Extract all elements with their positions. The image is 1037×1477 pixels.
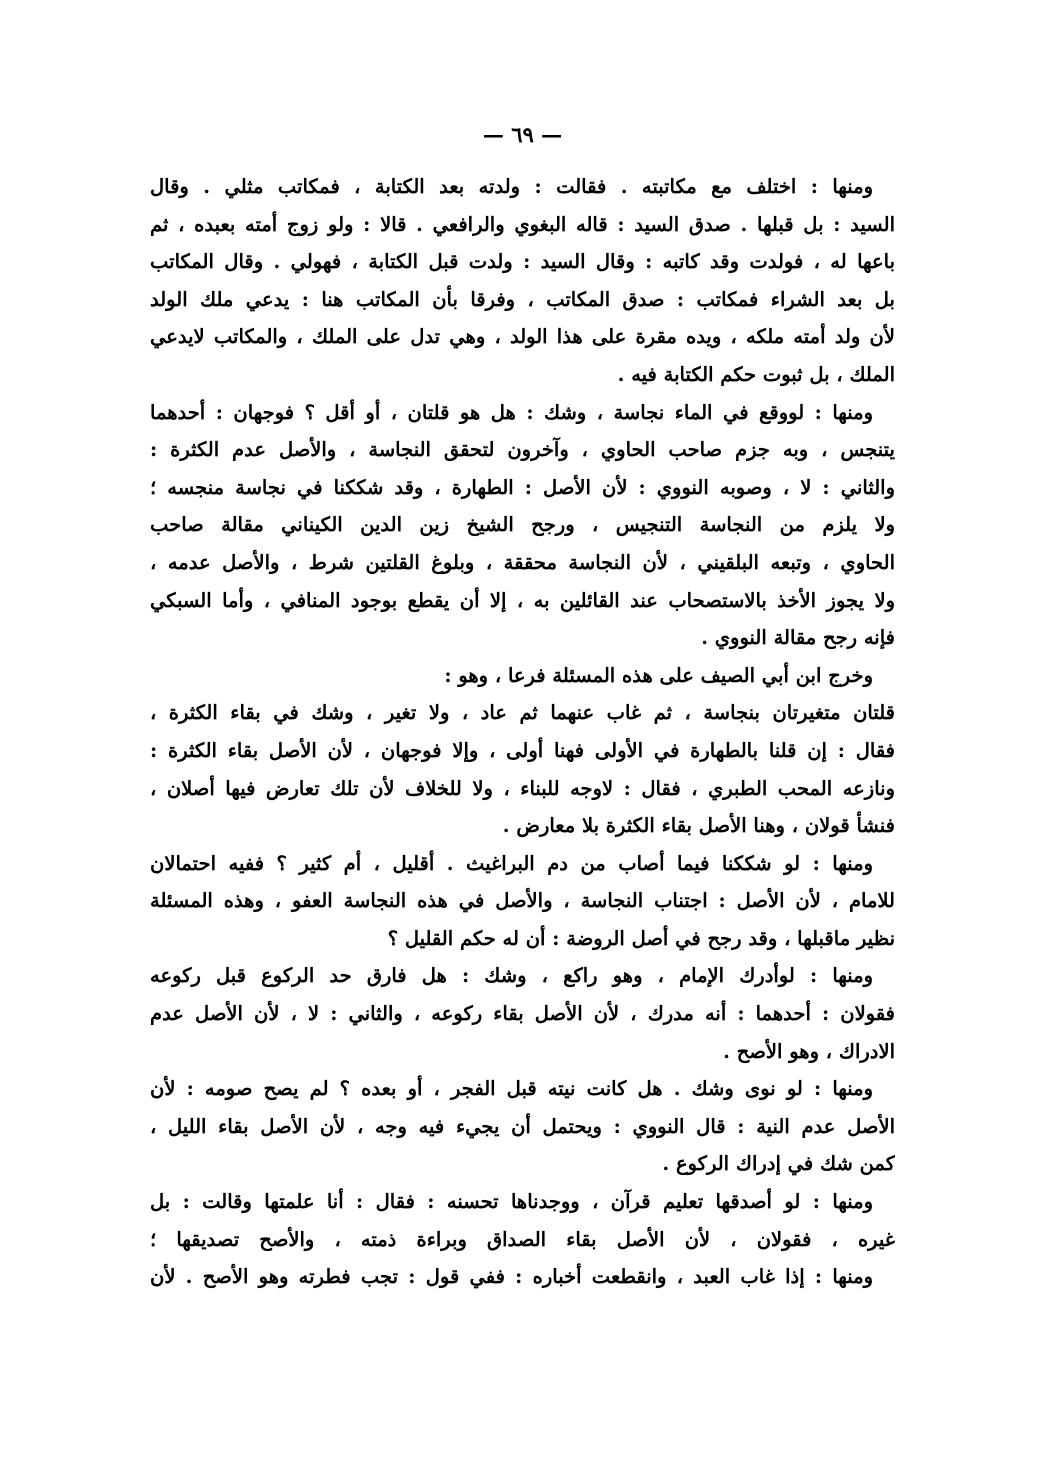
text-line: وخرج ابن أبي الصيف على هذه المسئلة فرعا ، وهو : <box>444 663 873 687</box>
text-line: الملك ، بل ثبوت حكم الكتابة فيه . <box>617 362 895 386</box>
text-line: للامام ، لأن الأصل : اجتناب النجاسة ، والأصل في هذه النجاسة العفو ، وهذه المسئلة <box>150 889 895 913</box>
text-line: يتنجس ، وبه جزم صاحب الحاوي ، وآخرون لتحقق النجاسة ، والأصل عدم الكثرة : <box>150 438 895 462</box>
text-line: فقال : إن قلنا بالطهارة في الأولى فهنا أولى ، وإلا فوجهان ، لأن الأصل بقاء الكثرة : <box>150 738 895 762</box>
text-line: السيد : بل قبلها . صدق السيد : قاله البغوي والرافعي . قالا : ولو زوج أمته بعبده ، ثم <box>150 212 895 236</box>
text-line: فنشأ قولان ، وهنا الأصل بقاء الكثرة بلا معارض . <box>502 814 895 838</box>
text-line: غيره ، فقولان ، لأن الأصل بقاء الصداق وبراءة ذمته ، والأصح تصديقها ؛ <box>150 1227 895 1251</box>
page-number: — ٦٩ — <box>482 122 563 147</box>
text-line: ومنها : لو شككنا فيما أصاب من دم البراغيث . أقليل ، أم كثير ؟ ففيه احتمالان <box>150 851 873 875</box>
text-line: ومنها : إذا غاب العبد ، وانقطعت أخباره : ففي قول : تجب فطرته وهو الأصح . لأن <box>150 1265 873 1289</box>
text-line: ولا يجوز الأخذ بالاستصحاب عند القائلين به ، إلا أن يقطع بوجود المنافي ، وأما السبكي <box>150 588 895 612</box>
text-line: ونازعه المحب الطبري ، فقال : لاوجه للبناء ، ولا للخلاف لأن تلك تعارض فيها أصلان ، <box>150 776 895 800</box>
text-line: ولا يلزم من النجاسة التنجيس ، ورجح الشيخ زين الدين الكيناني مقالة صاحب <box>150 513 895 537</box>
text-line: لأن ولد أمته ملكه ، ويده مقرة على هذا الولد ، وهي تدل على الملك ، والمكاتب لايدعي <box>150 325 895 349</box>
text-line: ومنها : لوأدرك الإمام ، وهو راكع ، وشك : هل فارق حد الركوع قبل ركوعه <box>150 964 873 988</box>
text-line: ومنها : لو نوى وشك . هل كانت نيته قبل الفجر ، أو بعده ؟ لم يصح صومه : لأن <box>150 1077 873 1101</box>
text-line: الحاوي ، وتبعه البلقيني ، لأن النجاسة محققة ، وبلوغ القلتين شرط ، والأصل عدمه ، <box>150 550 895 574</box>
text-line <box>150 694 895 732</box>
text-line: نظير ماقبلها ، وقد رجح في أصل الروضة : أن له حكم القليل ؟ <box>387 926 895 950</box>
text-line: باعها له ، فولدت وقد كاتبه : وقال السيد : ولدت قبل الكتابة ، فهولي . وقال المكاتب <box>150 250 895 274</box>
text-line: الادراك ، وهو الأصح . <box>723 1039 895 1063</box>
text-line: بل بعد الشراء فمكاتب : صدق المكاتب ، وفرقا بأن المكاتب هنا : يدعي ملك الولد <box>150 287 895 311</box>
text-line: ومنها : لو أصدقها تعليم قرآن ، ووجدناها تحسنه : فقال : أنا علمتها وقالت : بل <box>150 1190 873 1214</box>
text-line: فإنه رجح مقالة النووي . <box>701 626 895 650</box>
text-line: كمن شك في إدراك الركوع . <box>662 1152 895 1176</box>
text-line: ومنها : اختلف مع مكاتبته . فقالت : ولدته بعد الكتابة ، فمكاتب مثلي . وقال <box>150 175 873 198</box>
text-line: ومنها : لووقع في الماء نجاسة ، وشك : هل هو قلتان ، أو أقل ؟ فوجهان : أحدهما <box>150 400 873 424</box>
text-line: فقولان : أحدهما : أنه مدرك ، لأن الأصل بقاء ركوعه ، والثاني : لا ، لأن الأصل عدم <box>150 1002 895 1026</box>
text-line: والثاني : لا ، وصوبه النووي : لأن الأصل : الطهارة ، وقد شككنا في نجاسة منجسه ؛ <box>150 475 895 499</box>
text-line: الأصل عدم النية : قال النووي : ويحتمل أن يجيء فيه وجه ، لأن الأصل بقاء الليل ، <box>150 1114 895 1138</box>
text-line-content: قلتان متغيرتان بنجاسة ، ثم غاب عنهما ثم عاد ، ولا تغير ، وشك في بقاء الكثرة ، <box>150 701 895 725</box>
document-page <box>150 118 895 1368</box>
